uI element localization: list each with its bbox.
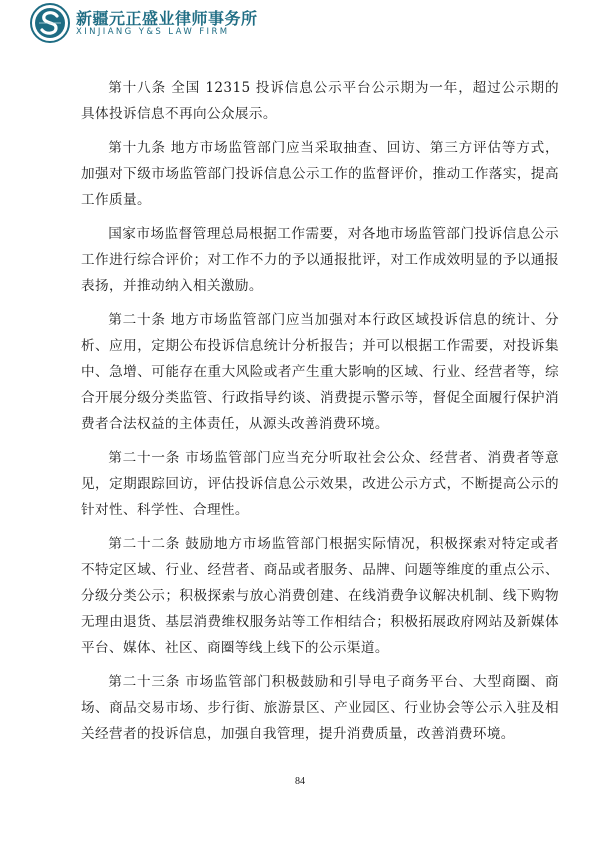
document-body	[81, 75, 559, 755]
article-19-paragraph-2: 国家市场监督管理总局根据工作需要，对各地市场监管部门投诉信息公示工作进行综合评价；对工作不力的予以通报批评，对工作成效明显的予以通报表扬，并推动纳入相关激励。	[81, 226, 559, 294]
firm-name-cn: 新疆元正盛业律师事务所	[76, 9, 258, 28]
article-21: 第二十一条 市场监管部门应当充分听取社会公众、经营者、消费者等意见，定期跟踪回访，评估投诉信息公示效果，改进公示方式，不断提高公示的针对性、科学性、合理性。	[81, 450, 559, 518]
page-number: 84	[295, 776, 305, 787]
article-23: 第二十三条 市场监管部门积极鼓励和引导电子商务平台、大型商圈、商场、商品交易市场、步行街、旅游景区、产业园区、行业协会等公示入驻及相关经营者的投诉信息，加强自我管理，提升消费质量，改善消费环境。	[81, 674, 559, 742]
firm-name-en: XINJIANG Y&S LAW FIRM	[76, 27, 230, 37]
article-22: 第二十二条 鼓励地方市场监管部门根据实际情况，积极探索对特定或者不特定区域、行业、经营者、商品或者服务、品牌、问题等维度的重点公示、分级分类公示；积极探索与放心消费创建、在线消费争议解决机制、线下购物无理由退货、基层消费维权服务站等工作相结合；积极拓展政府网站及新媒体平台、媒体、社区、商圈等线上线下的公示渠道。	[81, 536, 559, 656]
article-20: 第二十条 地方市场监管部门应当加强对本行政区域投诉信息的统计、分析、应用，定期公布投诉信息统计分析报告；并可以根据工作需要，对投诉集中、急增、可能存在重大风险或者产生重大影响的区域、行业、经营者等，综合开展分级分类监管、行政指导约谈、消费提示警示等，督促全面履行保护消费者合法权益的主体责任，从源头改善消费环境。	[81, 312, 559, 432]
firm-logo-icon	[30, 3, 70, 43]
page-header	[30, 2, 330, 42]
article-18: 第十八条 全国 12315 投诉信息公示平台公示期为一年，超过公示期的具体投诉信息不再向公众展示。	[81, 80, 559, 122]
article-19: 第十九条 地方市场监管部门应当采取抽查、回访、第三方评估等方式，加强对下级市场监管部门投诉信息公示工作的监督评价，推动工作落实，提高工作质量。	[81, 140, 559, 208]
